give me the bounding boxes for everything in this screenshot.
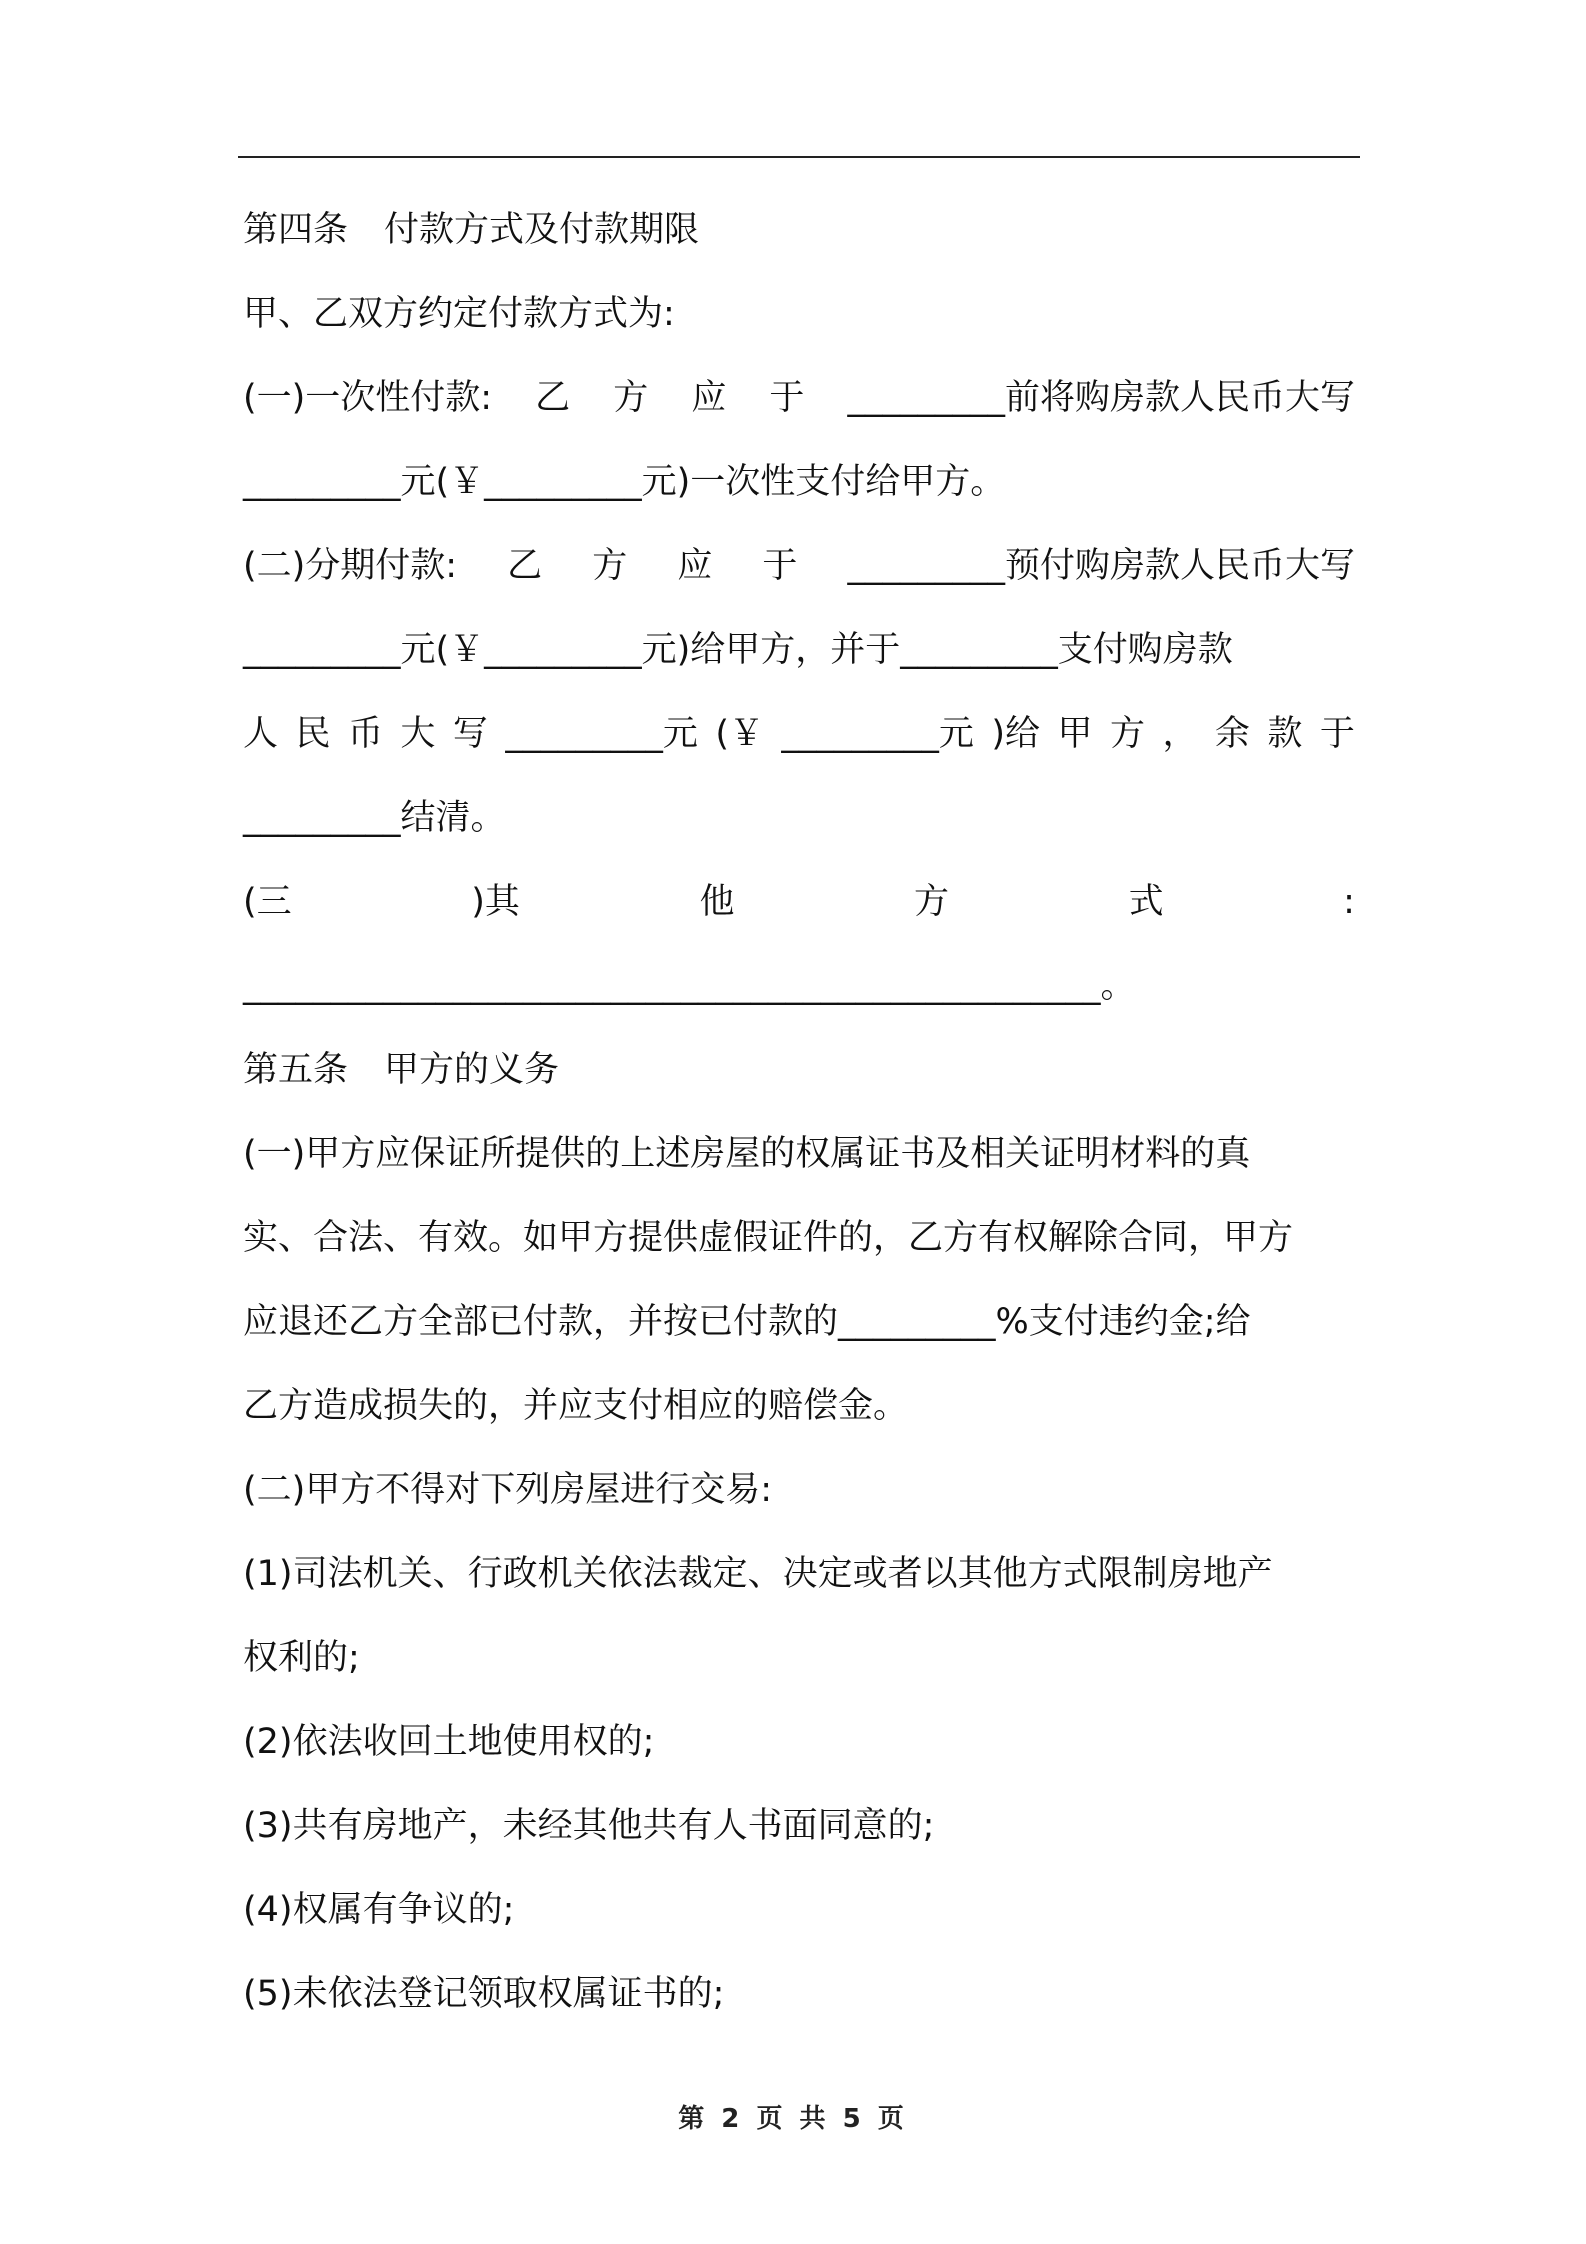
total-page-count: 5 [842,2104,865,2134]
section4-heading [243,198,1355,282]
section5-title: 甲方的义务 [384,1050,560,1090]
list-item-4: (4)权属有争议的; [243,1890,515,1930]
page-footer: 第 2 页 共 5 页 [678,2104,908,2134]
list-item-5: (5)未依法登记领取权属证书的; [243,1974,725,2014]
section4-title: 付款方式及付款期限 [384,210,700,250]
section5-number: 第五条 [243,1050,349,1090]
installment-payment-line-1: (二)分期付款: 乙 方 应 于 _________预付购房款人民币大写 [243,546,1355,586]
section5-heading [243,1038,1355,1122]
other-payment-line-2: _________________________________________________。 [243,966,1136,1006]
list-item-2: (2)依法收回土地使用权的; [243,1722,655,1762]
installment-payment-line-3: 人 民 币 大 写 _________元 (￥ _________元 )给 甲 方 ， 余 款 于 [243,714,1355,754]
section5-paragraph-1-line-3: 应退还乙方全部已付款，并按已付款的_________%支付违约金;给 [243,1302,1251,1342]
section5-paragraph-1-line-2: 实、合法、有效。如甲方提供虚假证件的，乙方有权解除合同，甲方 [243,1218,1294,1258]
section4-intro: 甲、乙双方约定付款方式为: [243,294,675,334]
list-item-1: (1)司法机关、行政机关依法裁定、决定或者以其他方式限制房地产 [243,1554,1273,1594]
list-item-1-continued: 权利的; [243,1638,360,1678]
header-rule [238,156,1360,158]
document-body [243,198,1355,2046]
installment-payment-line-4: _________结清。 [243,798,506,838]
section5-paragraph-2: (二)甲方不得对下列房屋进行交易: [243,1470,773,1510]
installment-payment-line-2: _________元(￥_________元)给甲方，并于_________支付购房款 [243,630,1233,670]
one-time-payment-line-2: _________元(￥_________元)一次性支付给甲方。 [243,462,1006,502]
current-page-number: 2 [721,2104,744,2134]
section5-paragraph-1-line-1: (一)甲方应保证所提供的上述房屋的权属证书及相关证明材料的真 [243,1134,1251,1174]
list-item-3: (3)共有房地产，未经其他共有人书面同意的; [243,1806,935,1846]
section5-paragraph-1-line-4: 乙方造成损失的，并应支付相应的赔偿金。 [243,1386,909,1426]
section4-number: 第四条 [243,210,349,250]
one-time-payment-line-1: (一)一次性付款: 乙 方 应 于 _________前将购房款人民币大写 [243,378,1355,418]
other-payment-line-1: (三 )其 他 方 式 : [243,882,1355,922]
